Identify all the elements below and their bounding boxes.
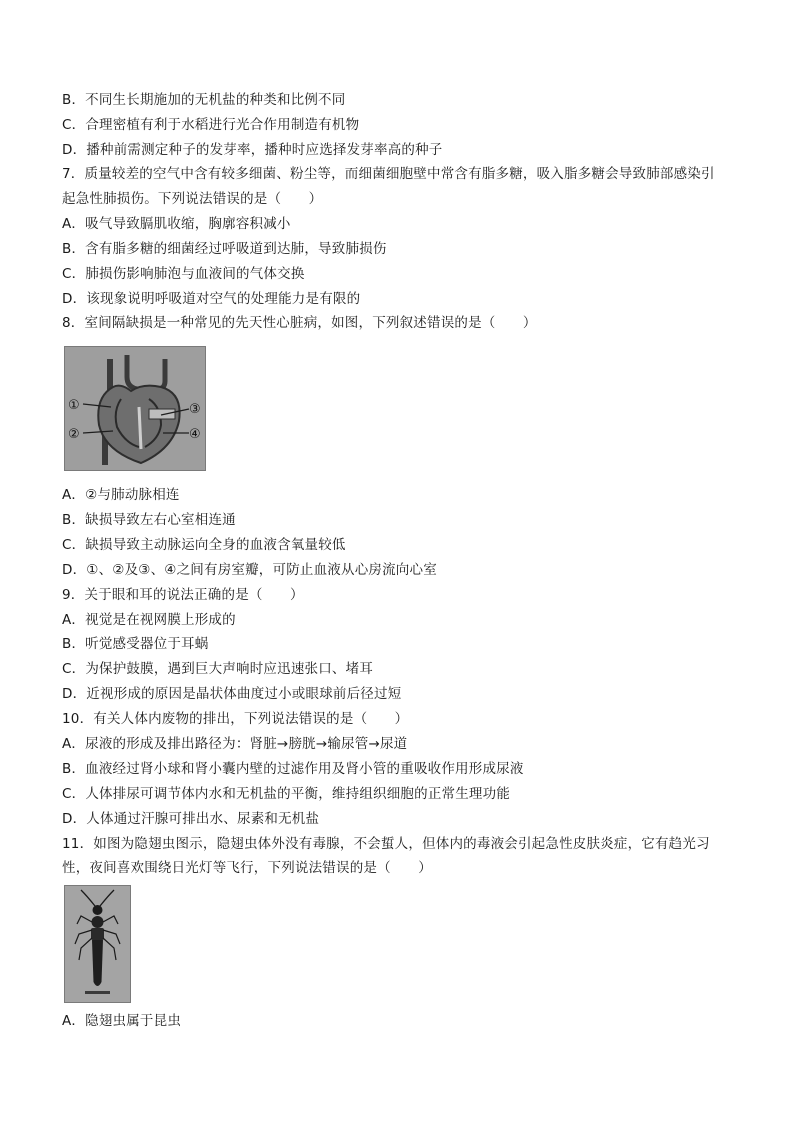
q7-stem-line1: 7．质量较差的空气中含有较多细菌、粉尘等，而细菌细胞壁中常含有脂多糖，吸入脂多糖会导致肺部感染引 (62, 166, 715, 182)
q11-option-a: A．隐翅虫属于昆虫 (62, 1013, 182, 1029)
q10-option-a: A．尿液的形成及排出路径为：肾脏→膀胱→输尿管→尿道 (62, 736, 408, 752)
q8-option-c: C．缺损导致主动脉运向全身的血液含氧量较低 (62, 537, 346, 553)
q9-stem: 9．关于眼和耳的说法正确的是（ ） (62, 587, 304, 603)
q7-stem-line2: 起急性肺损伤。下列说法错误的是（ ） (62, 191, 323, 207)
q8-option-b: B．缺损导致左右心室相连通 (62, 512, 236, 528)
heart-diagram (64, 346, 206, 471)
q9-option-d: D．近视形成的原因是晶状体曲度过小或眼球前后径过短 (62, 686, 402, 702)
q6-option-c: C．合理密植有利于水稻进行光合作用制造有机物 (62, 117, 360, 133)
q8-stem: 8．室间隔缺损是一种常见的先天性心脏病，如图，下列叙述错误的是（ ） (62, 315, 537, 331)
q11-stem-line1: 11．如图为隐翅虫图示，隐翅虫体外没有毒腺，不会蜇人，但体内的毒液会引起急性皮肤炎症，它有趋光习 (62, 836, 710, 852)
q9-option-a: A．视觉是在视网膜上形成的 (62, 612, 236, 628)
q6-option-d: D．播种前需测定种子的发芽率，播种时应选择发芽率高的种子 (62, 142, 443, 158)
q7-option-c: C．肺损伤影响肺泡与血液间的气体交换 (62, 266, 305, 282)
heart-label-4: ④ (189, 427, 201, 442)
q10-option-c: C．人体排尿可调节体内水和无机盐的平衡，维持组织细胞的正常生理功能 (62, 786, 511, 802)
q10-stem: 10．有关人体内废物的排出，下列说法错误的是（ ） (62, 711, 409, 727)
q6-option-b: B．不同生长期施加的无机盐的种类和比例不同 (62, 92, 346, 108)
rove-beetle-figure (64, 885, 131, 1003)
q9-option-b: B．听觉感受器位于耳蜗 (62, 636, 209, 652)
q10-option-b: B．血液经过肾小球和肾小囊内壁的过滤作用及肾小管的重吸收作用形成尿液 (62, 761, 524, 777)
heart-label-3: ③ (189, 402, 201, 417)
q10-option-d: D．人体通过汗腺可排出水、尿素和无机盐 (62, 811, 320, 827)
q8-option-a: A．②与肺动脉相连 (62, 487, 180, 503)
q9-option-c: C．为保护鼓膜，遇到巨大声响时应迅速张口、堵耳 (62, 661, 374, 677)
q11-stem-line2: 性，夜间喜欢围绕日光灯等飞行，下列说法错误的是（ ） (62, 860, 432, 876)
q8-option-d: D．①、②及③、④之间有房室瓣，可防止血液从心房流向心室 (62, 562, 437, 578)
heart-label-2: ② (68, 427, 80, 442)
q7-option-b: B．含有脂多糖的细菌经过呼吸道到达肺，导致肺损伤 (62, 241, 387, 257)
q7-option-d: D．该现象说明呼吸道对空气的处理能力是有限的 (62, 291, 361, 307)
q7-option-a: A．吸气导致膈肌收缩，胸廓容积减小 (62, 216, 291, 232)
heart-label-1: ① (68, 398, 80, 413)
